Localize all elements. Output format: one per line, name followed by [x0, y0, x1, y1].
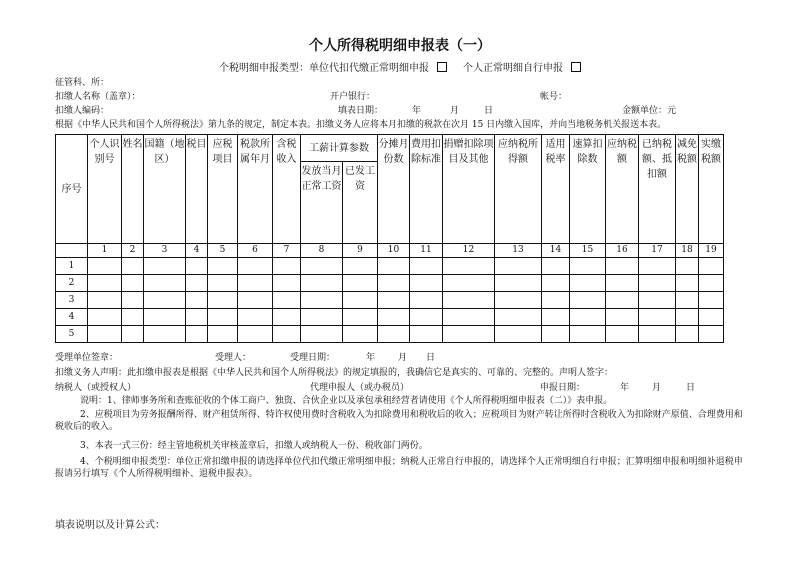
withholder-name-label: 扣缴人名称（盖章）： [55, 92, 141, 102]
data-cell[interactable] [186, 292, 208, 309]
currency-unit: 金额单位：元 [622, 106, 677, 116]
data-cell[interactable] [410, 258, 443, 275]
header-col-8: 发放当月正常工资 [301, 162, 343, 244]
data-cell[interactable] [699, 258, 724, 275]
data-cell[interactable] [88, 326, 122, 343]
data-cell[interactable] [495, 326, 542, 343]
data-cell[interactable] [495, 275, 542, 292]
data-cell[interactable] [273, 292, 301, 309]
receive-date-day: 日 [426, 353, 436, 363]
data-cell[interactable] [570, 275, 606, 292]
agent-label: 代理申报人（或办税员） [310, 383, 410, 393]
data-cell[interactable] [542, 275, 570, 292]
fill-date-month: 月 [450, 106, 460, 116]
data-cell[interactable] [301, 275, 343, 292]
receive-date-month: 月 [398, 353, 408, 363]
data-cell[interactable] [273, 309, 301, 326]
note-1: 说明：1、律师事务所和查账征收的个体工商户、独资、合伙企业以及承包承租经营者请使用《个人所得税明细申报表（二）》表申报。 [80, 396, 613, 406]
header-col-7: 含税收入 [273, 135, 301, 244]
data-cell[interactable] [410, 309, 443, 326]
note-2: 2、应税项目为劳务报酬所得、财产租赁所得、特许权使用费时含税收入为扣除费用和税收后的收入；应税项目为财产转让所得时含税收入为扣除财产原值、合理费用和税收后的收入。 [55, 410, 743, 432]
header-col-12: 捐赠扣除项目及其他 [443, 135, 495, 244]
data-cell[interactable] [495, 309, 542, 326]
declare-date-year: 年 [620, 383, 630, 393]
data-cell[interactable] [122, 258, 144, 275]
data-cell[interactable] [122, 275, 144, 292]
number-cell: 4 [186, 244, 208, 258]
data-cell[interactable] [238, 292, 273, 309]
data-cell[interactable] [606, 275, 639, 292]
data-cell[interactable] [570, 258, 606, 275]
row-number: 1 [56, 258, 88, 275]
data-cell[interactable] [238, 309, 273, 326]
data-cell[interactable] [570, 309, 606, 326]
data-cell[interactable] [639, 292, 676, 309]
data-cell[interactable] [144, 326, 186, 343]
number-cell: 19 [699, 244, 724, 258]
receiving-unit-label: 受理单位签章： [55, 353, 119, 363]
data-cell[interactable] [443, 275, 495, 292]
data-cell[interactable] [208, 258, 238, 275]
header-col-15: 速算扣除数 [570, 135, 606, 244]
number-cell: 2 [122, 244, 144, 258]
data-cell[interactable] [186, 258, 208, 275]
data-cell[interactable] [542, 326, 570, 343]
option-withholding-checkbox[interactable] [437, 62, 447, 72]
data-cell[interactable] [699, 275, 724, 292]
data-cell[interactable] [88, 309, 122, 326]
receive-date-year: 年 [366, 353, 376, 363]
table-row [56, 309, 724, 326]
header-col-9: 已发工资 [343, 162, 378, 244]
data-cell[interactable] [699, 292, 724, 309]
data-cell[interactable] [144, 292, 186, 309]
data-cell[interactable] [273, 275, 301, 292]
header-col-16: 应纳税额 [606, 135, 639, 244]
data-cell[interactable] [343, 258, 378, 275]
data-cell[interactable] [443, 292, 495, 309]
number-cell: 15 [570, 244, 606, 258]
data-cell[interactable] [88, 275, 122, 292]
number-cell: 13 [495, 244, 542, 258]
data-cell[interactable] [378, 292, 410, 309]
declaration-table [55, 134, 724, 343]
data-cell[interactable] [639, 275, 676, 292]
data-cell[interactable] [186, 326, 208, 343]
header-salary-params: 工薪计算参数 [301, 135, 378, 162]
data-cell[interactable] [378, 309, 410, 326]
number-cell: 11 [410, 244, 443, 258]
header-col-2: 姓名 [122, 135, 144, 244]
declaration-type-label: 个税明细申报类型： [219, 63, 309, 74]
declare-date-day: 日 [686, 383, 696, 393]
data-cell[interactable] [343, 292, 378, 309]
fill-date-day: 日 [484, 106, 494, 116]
number-cell: 5 [208, 244, 238, 258]
header-col-14: 适用税率 [542, 135, 570, 244]
data-cell[interactable] [273, 258, 301, 275]
declaration-type [0, 59, 800, 74]
data-cell[interactable] [542, 292, 570, 309]
data-cell[interactable] [343, 326, 378, 343]
note-4: 4、个税明细申报类型：单位正常扣缴申报的请选择单位代扣代缴正常明细申报；纳税人正常自行申报的，请选择个人正常明细自行申报；汇算明细申报和明细补退税申报请另行填写《个人所得税明细补、退税申报表》。 [55, 457, 743, 479]
table-row [56, 326, 724, 343]
data-cell[interactable] [699, 309, 724, 326]
data-cell[interactable] [639, 258, 676, 275]
data-cell[interactable] [238, 258, 273, 275]
row-number: 2 [56, 275, 88, 292]
number-cell [56, 244, 88, 258]
header-col-3: 国籍（地区） [144, 135, 186, 244]
tax-office-label: 征管科、所： [55, 78, 110, 88]
number-cell: 1 [88, 244, 122, 258]
fill-instructions-heading: 填表说明以及计算公式： [55, 520, 165, 531]
data-cell[interactable] [301, 292, 343, 309]
option-self-label: 个人正常明细自行申报 [463, 63, 563, 74]
data-cell[interactable] [542, 258, 570, 275]
withholder-code-label: 扣缴人编码： [55, 106, 110, 116]
data-cell[interactable] [186, 275, 208, 292]
receiver-label: 受理人： [215, 353, 252, 363]
data-cell[interactable] [301, 258, 343, 275]
data-cell[interactable] [378, 275, 410, 292]
data-cell[interactable] [410, 292, 443, 309]
data-cell[interactable] [676, 275, 699, 292]
data-cell[interactable] [606, 258, 639, 275]
data-cell[interactable] [273, 326, 301, 343]
note-3: 3、本表一式三份：经主管地税机关审核盖章后，扣缴人或纳税人一份、税收部门两份。 [80, 441, 428, 451]
header-col-1: 个人识别号 [88, 135, 122, 244]
row-number: 5 [56, 326, 88, 343]
number-cell: 7 [273, 244, 301, 258]
data-cell[interactable] [144, 258, 186, 275]
header-col-4: 税目 [186, 135, 208, 244]
data-cell[interactable] [606, 292, 639, 309]
declare-date-label: 申报日期： [540, 383, 586, 393]
data-cell[interactable] [378, 258, 410, 275]
data-cell[interactable] [122, 292, 144, 309]
row-number: 4 [56, 309, 88, 326]
data-cell[interactable] [301, 309, 343, 326]
number-cell: 10 [378, 244, 410, 258]
data-cell[interactable] [443, 258, 495, 275]
data-cell[interactable] [676, 292, 699, 309]
row-number: 3 [56, 292, 88, 309]
data-cell[interactable] [443, 326, 495, 343]
number-cell: 16 [606, 244, 639, 258]
data-cell[interactable] [699, 326, 724, 343]
page-title: 个人所得税明细申报表（一） [309, 38, 491, 54]
fill-date-label: 填表日期： [338, 106, 384, 116]
data-cell[interactable] [122, 326, 144, 343]
data-cell[interactable] [208, 309, 238, 326]
data-cell[interactable] [122, 309, 144, 326]
account-label: 帐号： [540, 92, 568, 102]
data-cell[interactable] [495, 292, 542, 309]
data-cell[interactable] [570, 326, 606, 343]
header-col-5: 应税项目 [208, 135, 238, 244]
data-cell[interactable] [208, 275, 238, 292]
data-cell[interactable] [144, 309, 186, 326]
header-seq: 序号 [56, 135, 88, 244]
data-cell[interactable] [443, 309, 495, 326]
data-cell[interactable] [410, 275, 443, 292]
data-cell[interactable] [639, 326, 676, 343]
bank-label: 开户银行： [330, 92, 376, 102]
data-cell[interactable] [570, 292, 606, 309]
data-cell[interactable] [88, 292, 122, 309]
declare-date-month: 月 [652, 383, 662, 393]
data-cell[interactable] [208, 292, 238, 309]
header-col-6: 税款所属年月 [238, 135, 273, 244]
data-cell[interactable] [343, 309, 378, 326]
data-cell[interactable] [301, 326, 343, 343]
header-col-13: 应纳税所得额 [495, 135, 542, 244]
data-cell[interactable] [606, 326, 639, 343]
data-cell[interactable] [144, 275, 186, 292]
table-row [56, 292, 724, 309]
data-cell[interactable] [378, 326, 410, 343]
option-self-checkbox[interactable] [571, 62, 581, 72]
number-cell: 6 [238, 244, 273, 258]
header-col-19: 实缴税额 [699, 135, 724, 244]
number-cell: 3 [144, 244, 186, 258]
header-col-18: 减免税额 [676, 135, 699, 244]
data-cell[interactable] [639, 309, 676, 326]
data-cell[interactable] [542, 309, 570, 326]
receive-date-label: 受理日期： [290, 353, 336, 363]
option-withholding-label: 单位代扣代缴正常明细申报 [309, 63, 429, 74]
table-row [56, 258, 724, 275]
header-col-11: 费用扣除标准 [410, 135, 443, 244]
withholder-declaration: 扣缴义务人声明：此扣缴申报表是根据《中华人民共和国个人所得税法》的规定填报的，我确信它是真实的、可靠的、完整的。声明人签字： [55, 368, 614, 378]
data-cell[interactable] [676, 326, 699, 343]
data-cell[interactable] [88, 258, 122, 275]
header-col-10: 分摊月份数 [378, 135, 410, 244]
table-row [56, 275, 724, 292]
number-cell: 8 [301, 244, 343, 258]
legal-basis-text: 根据《中华人民共和国个人所得税法》第九条的规定，制定本表。扣缴义务人应将本月扣缴的税款在次月 15 日内缴入国库，并向当地税务机关报送本表。 [55, 120, 667, 130]
data-cell[interactable] [238, 275, 273, 292]
data-cell[interactable] [606, 309, 639, 326]
data-cell[interactable] [410, 326, 443, 343]
header-col-17: 已纳税额、抵扣额 [639, 135, 676, 244]
number-cell: 14 [542, 244, 570, 258]
number-cell: 18 [676, 244, 699, 258]
data-cell[interactable] [186, 309, 208, 326]
data-cell[interactable] [676, 309, 699, 326]
data-cell[interactable] [495, 258, 542, 275]
fill-date-year: 年 [412, 106, 422, 116]
data-cell[interactable] [238, 326, 273, 343]
data-cell[interactable] [343, 275, 378, 292]
number-cell: 9 [343, 244, 378, 258]
taxpayer-label: 纳税人（或授权人） [55, 383, 137, 393]
data-cell[interactable] [676, 258, 699, 275]
number-cell: 12 [443, 244, 495, 258]
number-cell: 17 [639, 244, 676, 258]
data-cell[interactable] [208, 326, 238, 343]
